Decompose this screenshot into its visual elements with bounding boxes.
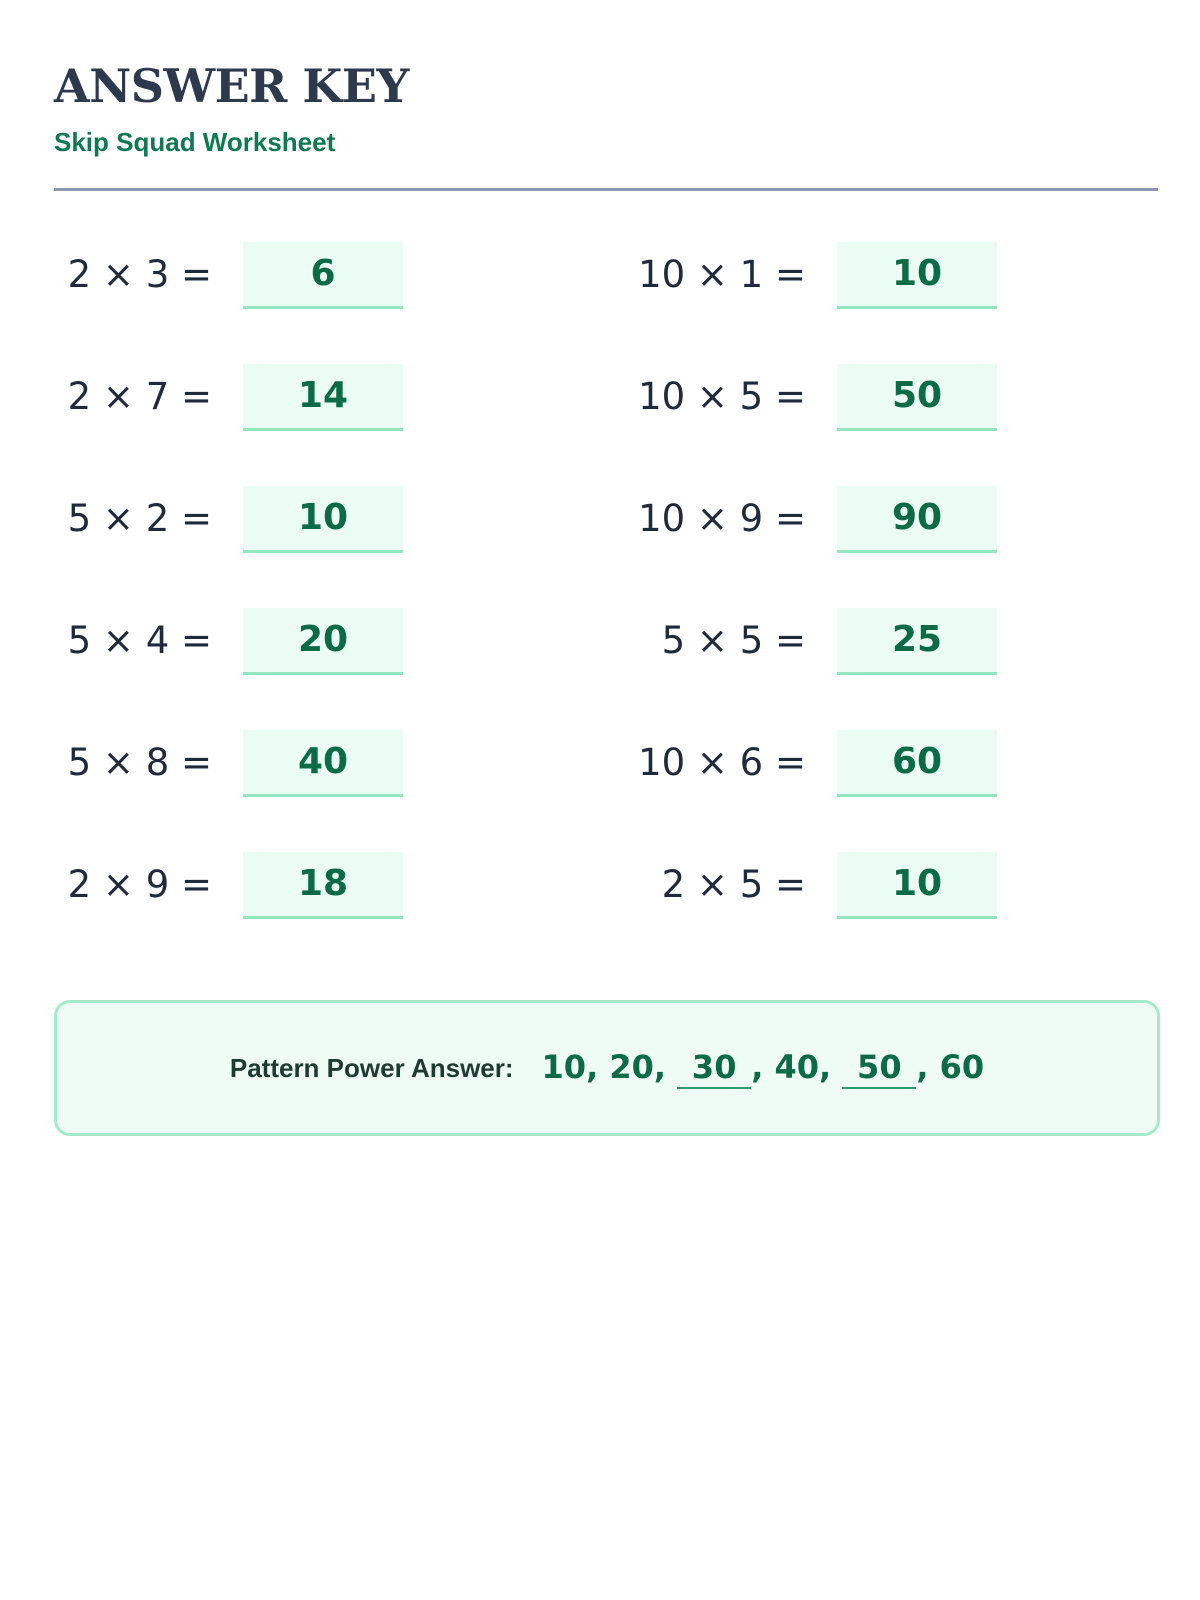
problem-right-2: [560, 364, 806, 430]
problem-right-4: [560, 608, 806, 674]
pattern-label: Pattern Power Answer:: [229, 1052, 514, 1083]
problem-right-1: [560, 242, 806, 308]
problem-right-5: [560, 730, 806, 796]
equation: 5 × 8 =: [67, 741, 212, 784]
equation: 2 × 7 =: [67, 375, 212, 418]
equation: 10 × 5 =: [638, 375, 806, 418]
problem-right-3: [560, 486, 806, 552]
sequence-part: , 40,: [751, 1048, 832, 1086]
sequence-part: , 60: [916, 1048, 985, 1086]
answer-box: 10: [837, 242, 997, 309]
problem-left-2: [0, 364, 212, 430]
equation: 10 × 9 =: [638, 497, 806, 540]
equation: 5 × 4 =: [67, 619, 212, 662]
pattern-sequence: [542, 1047, 985, 1089]
answer-box: 25: [837, 608, 997, 675]
header-divider: [54, 188, 1158, 191]
equation: 5 × 2 =: [67, 497, 212, 540]
problem-left-6: [0, 852, 212, 918]
equation: 10 × 1 =: [638, 253, 806, 296]
answer-box: 10: [837, 852, 997, 919]
sequence-blank-answer: 50: [842, 1047, 916, 1089]
answer-box: 18: [243, 852, 403, 919]
answer-box: 90: [837, 486, 997, 553]
page-title: ANSWER KEY: [54, 59, 409, 113]
pattern-row: [57, 1003, 1157, 1133]
answer-box: 50: [837, 364, 997, 431]
equation: 2 × 5 =: [661, 863, 806, 906]
equation: 10 × 6 =: [638, 741, 806, 784]
problem-left-5: [0, 730, 212, 796]
problem-right-6: [560, 852, 806, 918]
answer-box: 60: [837, 730, 997, 797]
answer-box: 6: [243, 242, 403, 309]
answer-box: 14: [243, 364, 403, 431]
answer-box: 20: [243, 608, 403, 675]
problem-left-3: [0, 486, 212, 552]
page-subtitle: Skip Squad Worksheet: [54, 127, 336, 157]
answer-box: 40: [243, 730, 403, 797]
answer-box: 10: [243, 486, 403, 553]
problem-left-4: [0, 608, 212, 674]
problem-left-1: [0, 242, 212, 308]
sequence-part: 10, 20,: [541, 1048, 667, 1086]
sequence-blank-answer: 30: [677, 1047, 751, 1089]
equation: 5 × 5 =: [661, 619, 806, 662]
equation: 2 × 9 =: [67, 863, 212, 906]
equation: 2 × 3 =: [67, 253, 212, 296]
pattern-power-box: [54, 1000, 1160, 1136]
